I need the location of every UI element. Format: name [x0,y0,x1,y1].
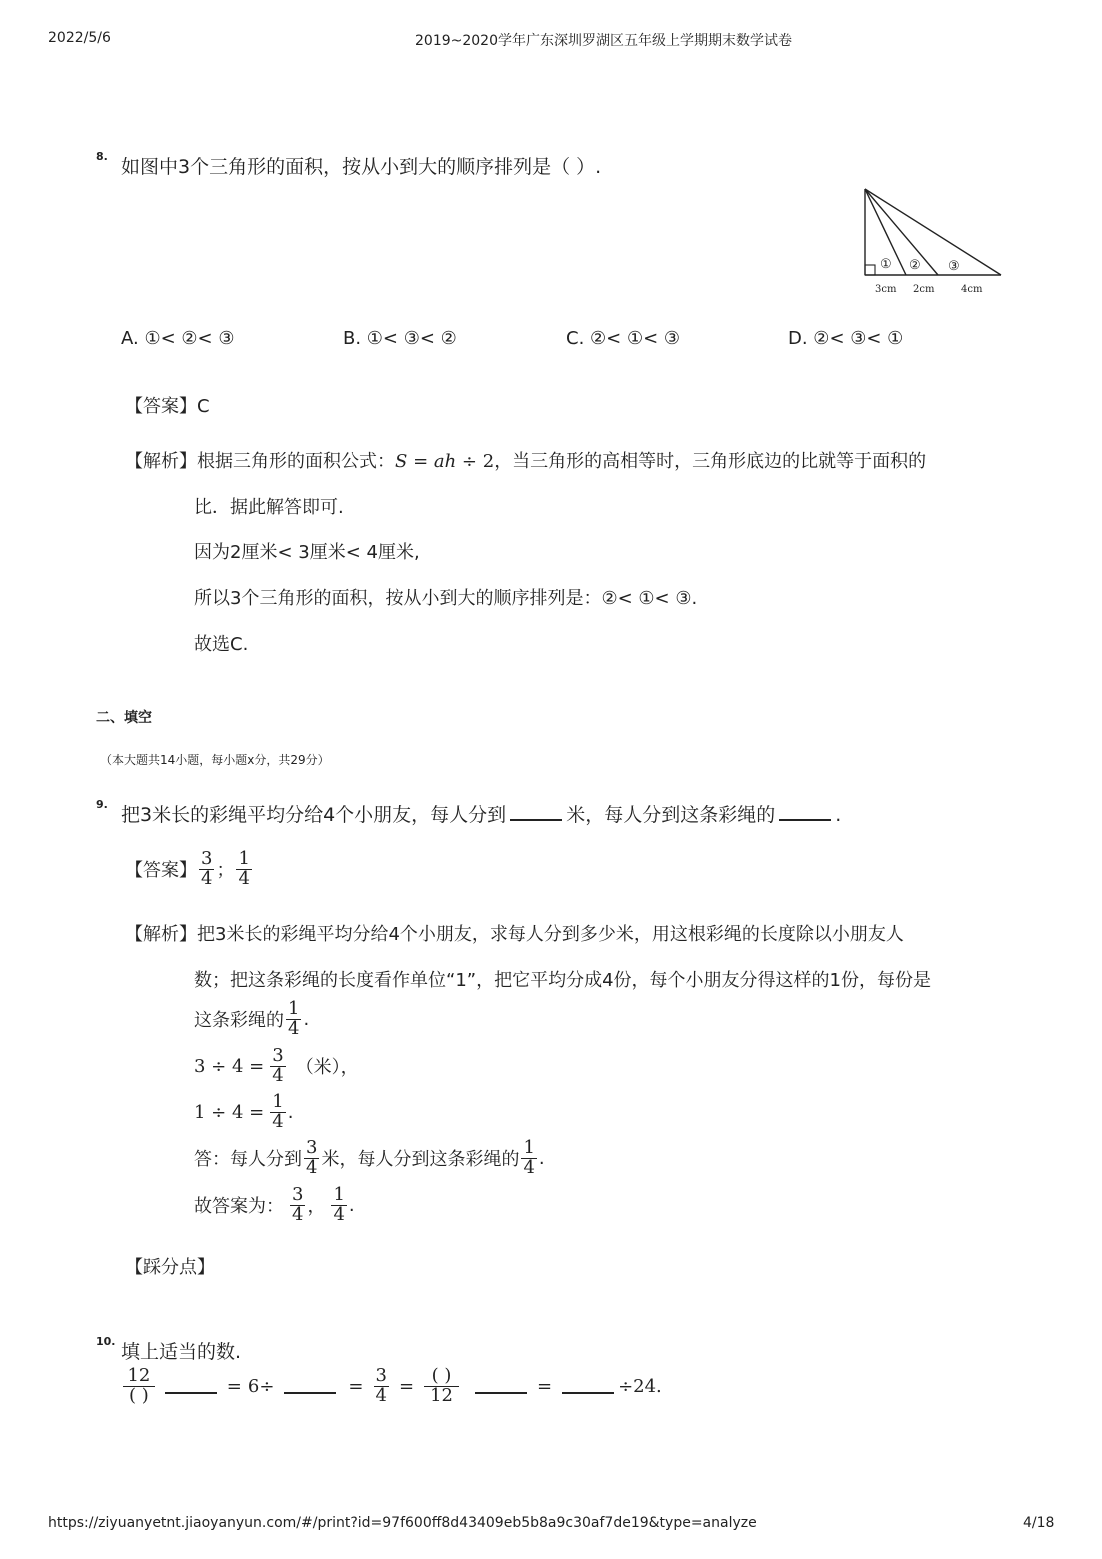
final-answer-label: 故答案为： [194,1196,284,1218]
equals-sign: = [226,1375,242,1397]
option-d: D. ②< ③< ① [788,328,904,349]
option-b: B. ①< ③< ② [343,328,457,349]
analysis-line-2: 数；把这条彩绳的长度看作单位“1”，把它平均分成4份，每个小朋友分得这样的1份，每份是 [194,970,932,991]
analysis-line-3 [194,1000,309,1039]
period: . [303,1008,310,1030]
right-angle-mark [865,265,875,275]
analysis-post: ，当三角形的高相等时，三角形底边的比就等于面积的 [494,451,927,472]
comma: ， [307,1196,326,1218]
fraction-three-quarters: $\frac{3}{4}$ [292,1184,304,1225]
question-text: 如图中3个三角形的面积，按从小到大的顺序排列是（ ）. [121,156,602,178]
fraction-one-quarter: $\frac{1}{4}$ [523,1137,535,1178]
answer-text-b: 米，每人分到这条彩绳的 [321,1149,520,1171]
fill-blank-2[interactable] [284,1378,336,1394]
option-c: C. ②< ①< ③ [566,328,681,349]
fill-blank-4[interactable] [562,1378,614,1394]
answer-row [125,392,210,418]
equals-sign: = [536,1375,553,1397]
fraction-three-quarters: $\frac{3}{4}$ [272,1045,284,1086]
answer-label: 【答案】 [125,396,197,417]
formula-ah: ah [433,451,457,472]
base-label-3cm: 3cm [875,284,897,295]
six-divide: 6÷ [247,1375,275,1397]
answer-row [125,850,254,889]
equation-lhs: 3 ÷ 4 = [194,1055,265,1077]
question-number: 9. [96,798,108,811]
triangle-divider-2 [865,189,938,275]
fill-blank-1[interactable] [165,1378,217,1394]
analysis-line-1 [125,920,904,946]
equals-sign: = [398,1375,415,1397]
question-text: 填上适当的数. [121,1341,242,1363]
analysis-line-2: 比．据此解答即可. [194,497,344,518]
triangle-label-1: ① [880,257,892,272]
q9-text-b: 米，每人分到这条彩绳的 [566,804,776,826]
page-number: 4/18 [1023,1515,1055,1531]
triangle-label-2: ② [909,258,921,273]
answer-fraction-1: $\frac{3}{4}$ [201,848,213,889]
answer-statement [194,1139,545,1178]
section-title: 二、填空 [96,710,152,726]
answer-value: C [197,396,210,417]
formula-rest: ÷ 2 [456,451,495,472]
formula-eq: = [407,451,434,472]
page-url: https://ziyuanyetnt.jiaoyanyun.com/#/print?id=97f600ff8d43409eb5b8a9c30af7de19&type=analyze [48,1515,757,1531]
section-note: （本大题共14小题，每小题x分，共29分） [100,753,330,767]
answer-blank-2[interactable] [779,805,831,821]
answer-label: 【答案】 [125,860,197,882]
answer-separator: ； [216,860,235,882]
q9-text-c: . [835,804,842,826]
document-title: 2019~2020学年广东深圳罗湖区五年级上学期期末数学试卷 [415,33,792,49]
equation-lhs: 1 ÷ 4 = [194,1101,265,1123]
answer-text-a: 答：每人分到 [194,1149,302,1171]
answer-blank-1[interactable] [510,805,562,821]
analysis-pre: 根据三角形的面积公式： [197,451,395,472]
fraction-12-over-blank: $\frac{12}{( )}$ [123,1367,155,1406]
analysis-label: 【解析】 [125,451,197,472]
triangle-label-3: ③ [948,259,960,274]
q9-text-a: 把3米长的彩绳平均分给4个小朋友，每人分到 [121,804,507,826]
fraction-blank-over-12: $\frac{( )}{12}$ [424,1367,459,1406]
question-number: 10. [96,1335,116,1348]
equals-sign: = [348,1375,364,1397]
divide-24: ÷24. [618,1375,662,1397]
formula-s: S [395,451,408,472]
triangle-figure [855,183,1015,298]
base-label-2cm: 2cm [913,284,935,295]
fraction-one-quarter: $\frac{1}{4}$ [333,1184,345,1225]
analysis-line-3: 因为2厘米< 3厘米< 4厘米, [194,542,420,563]
unit-meter: （米）， [295,1057,359,1079]
analysis-line-5: 故选C. [194,634,249,655]
scoring-points-label: 【踩分点】 [125,1257,215,1278]
period: . [348,1194,355,1216]
equation-2 [194,1093,293,1132]
period: . [538,1147,545,1169]
analysis-line-4: 所以3个三角形的面积，按从小到大的顺序排列是：②< ①< ③. [194,588,698,609]
fraction-3-4: $\frac{3}{4}$ [375,1365,387,1406]
fraction-one-quarter: $\frac{1}{4}$ [272,1091,284,1132]
fraction-one-quarter: $\frac{1}{4}$ [288,998,300,1039]
fraction-three-quarters: $\frac{3}{4}$ [306,1137,318,1178]
period: . [287,1101,294,1123]
fill-blank-3[interactable] [475,1378,527,1394]
answer-fraction-2: $\frac{1}{4}$ [238,848,250,889]
fill-equation [121,1367,662,1406]
question-text [121,800,841,827]
analysis-text: 这条彩绳的 [194,1010,284,1032]
question-number: 8. [96,150,108,163]
base-label-4cm: 4cm [961,284,983,295]
final-answer [194,1186,355,1225]
analysis-label: 【解析】 [125,924,197,945]
analysis-text: 把3米长的彩绳平均分给4个小朋友，求每人分到多少米，用这根彩绳的长度除以小朋友人 [197,924,904,945]
analysis-line-1 [125,447,926,473]
option-a: A. ①< ②< ③ [121,328,235,349]
equation-1 [194,1047,359,1086]
print-date: 2022/5/6 [48,30,111,46]
